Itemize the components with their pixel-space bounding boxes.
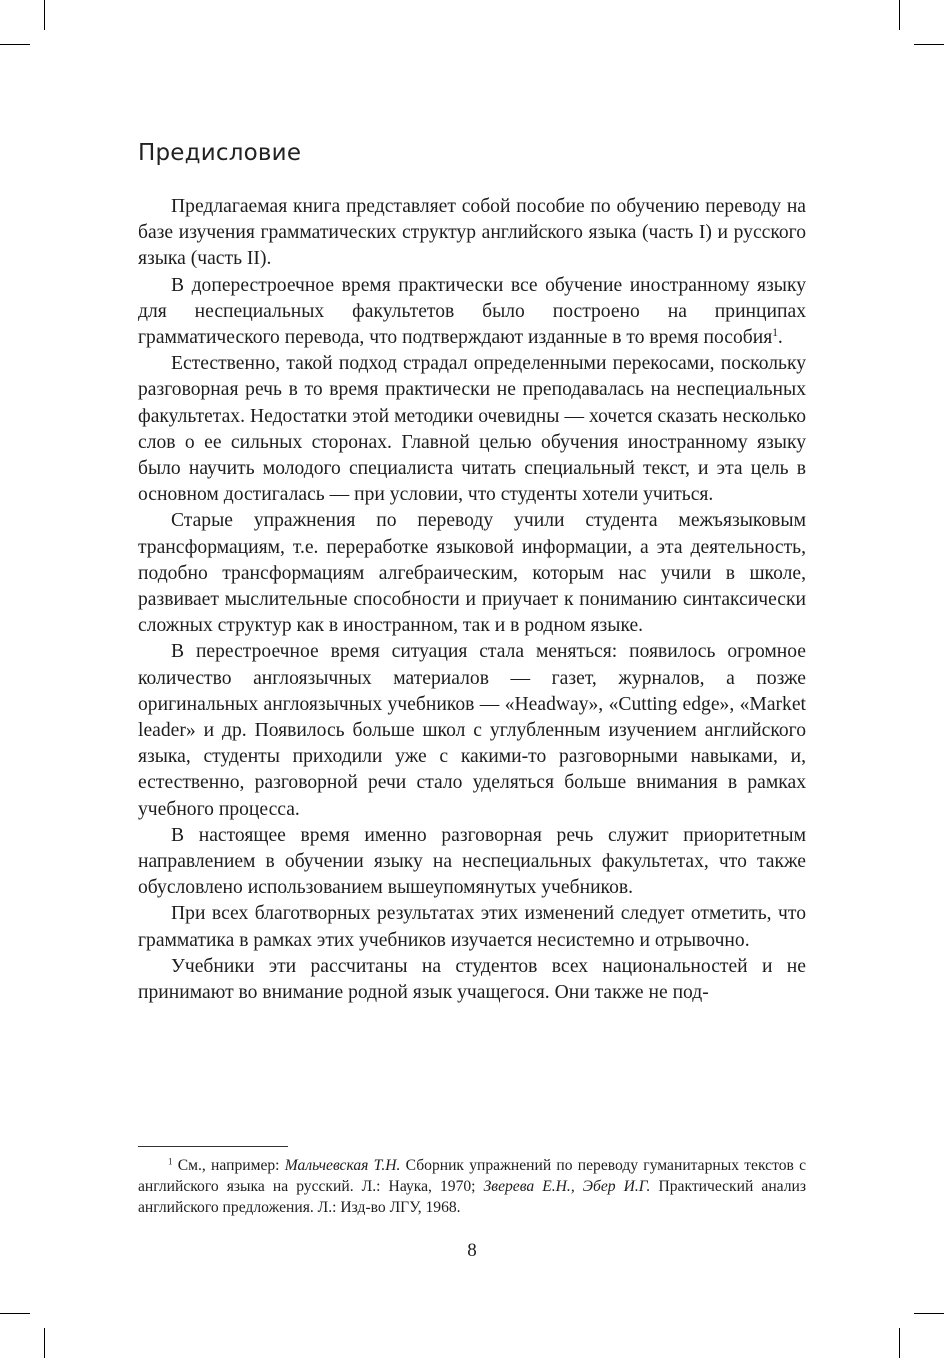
paragraph-text: В доперестроечное время практически все обучение иностранному языку для неспециальных факультетов было построено на принципах грамматического перевода, что подтверждают изданные в то время пособия xyxy=(138,274,806,349)
footnote-lead: См., например: xyxy=(177,1157,285,1174)
paragraph: Естественно, такой подход страдал определенными перекосами, поскольку разговорная речь в то время практически не преподавалась на неспециальных факультетах. Недостатки этой методики очевидны — хочется сказать несколько слов о ее сильных сторонах. Главной целью обучения иностранному языку было научить молодого специалиста читать специальный текст, и эта цель в основном достигалась — при условии, что студенты хотели учиться. xyxy=(138,353,806,506)
paragraph: В перестроечное время ситуация стала меняться: появилось огромное количество англоязычных материалов — газет, журналов, а позже оригинальных англоязычных учебников — «Headway», «Cutting edge», «Market leader» и др. Появилось больше школ с углубленным изучением английского языка, студенты приходили уже с какими-то разговорными навыками, и, естественно, разговорной речи стало уделяться больше внимания в рамках учебного процесса. xyxy=(138,641,806,820)
crop-mark xyxy=(0,44,30,45)
crop-mark xyxy=(44,1328,45,1358)
body-text xyxy=(138,194,806,1006)
footnote-divider xyxy=(138,1146,288,1147)
paragraph-end: . xyxy=(777,327,783,349)
footnote-ref: 1 xyxy=(772,327,778,340)
footnote-author: Зверева Е.Н., Эбер И.Г. xyxy=(483,1178,651,1195)
page-content xyxy=(138,140,806,1006)
paragraph xyxy=(138,273,806,352)
paragraph: В настоящее время именно разговорная речь служит приоритетным направлением в обучении языку на неспециальных факультетах, что также обусловлено использованием вышеупомянутых учебников. xyxy=(138,824,806,899)
crop-mark xyxy=(0,1313,30,1314)
crop-mark xyxy=(914,44,944,45)
footnote-text: Практический анализ английского предложения. Л.: Изд-во ЛГУ, 1968. xyxy=(138,1178,807,1216)
page-title: Предисловие xyxy=(138,140,302,166)
crop-mark xyxy=(44,0,45,30)
footnote-author: Мальчевская Т.Н. xyxy=(284,1157,401,1174)
paragraph: Учебники эти рассчитаны на студентов всех национальностей и не принимают во внимание родной язык учащегося. Они также не под- xyxy=(138,955,806,1004)
footnote-text: Сборник упражнений по переводу гуманитарных текстов с английского языка на русский. Л.: Наука, 1970; xyxy=(138,1157,806,1195)
footnote xyxy=(138,1155,806,1218)
crop-mark xyxy=(899,0,900,30)
paragraph: Старые упражнения по переводу учили студента межъязыковым трансформациям, т.е. переработке языковой информации, а эта деятельность, подобно трансформациям алгебраическим, которым нас учили в школе, развивает мыслительные способности и приучает к пониманию синтаксически сложных структур как в иностранном, так и в родном языке. xyxy=(138,510,806,637)
paragraph: При всех благотворных результатах этих изменений следует отметить, что грамматика в рамках этих учебников изучается несистемно и отрывочно. xyxy=(138,903,806,951)
paragraph: Предлагаемая книга представляет собой пособие по обучению переводу на базе изучения грамматических структур английского языка (часть I) и русского языка (часть II). xyxy=(138,196,806,270)
page-number: 8 xyxy=(467,1240,477,1261)
crop-mark xyxy=(914,1313,944,1314)
crop-mark xyxy=(899,1328,900,1358)
footnote-marker: 1 xyxy=(168,1156,173,1167)
